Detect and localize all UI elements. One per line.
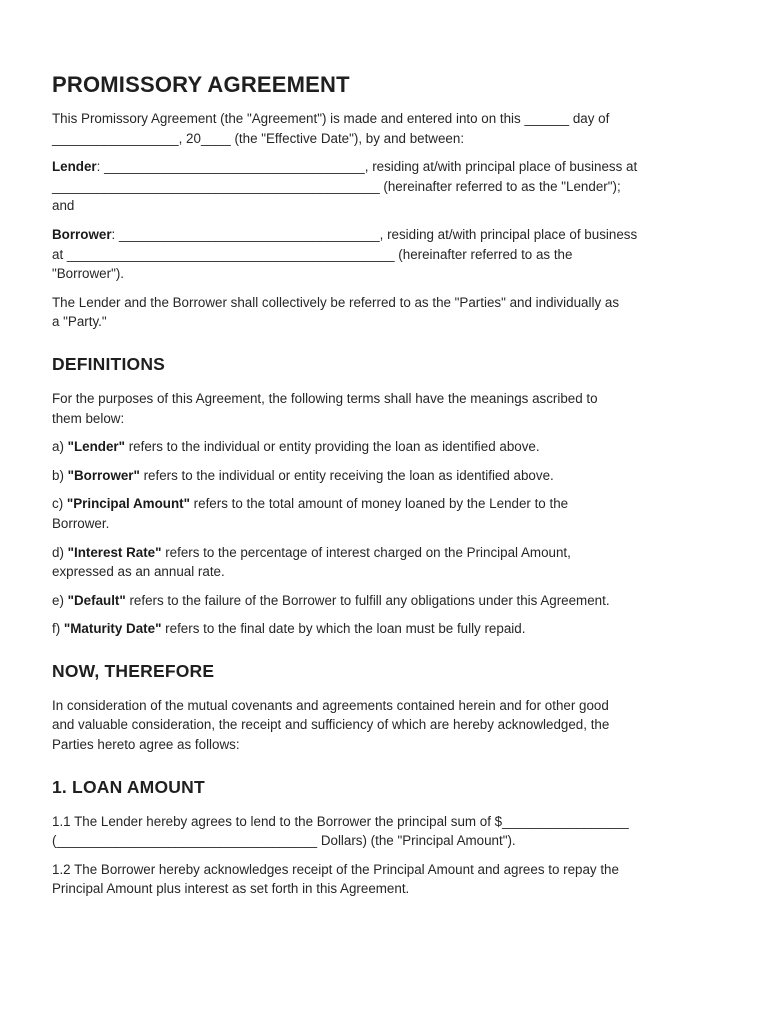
definition-term: "Principal Amount" bbox=[66, 496, 190, 512]
definition-text: refers to the failure of the Borrower to fulfill any obligations under this Agreement. bbox=[125, 592, 610, 608]
lender-line-2: ____________________________________________ (hereinafter referred to as the "Lender"); bbox=[52, 178, 621, 194]
definition-term: "Default" bbox=[67, 592, 126, 608]
lender-label: Lender bbox=[52, 159, 97, 175]
intro-paragraph bbox=[52, 109, 718, 148]
now-therefore-heading: NOW, THEREFORE bbox=[52, 660, 215, 681]
definition-term: "Lender" bbox=[67, 439, 125, 455]
loan-amount-heading: 1. LOAN AMOUNT bbox=[52, 776, 205, 797]
borrower-line-2: at ____________________________________________ (hereinafter referred to as the bbox=[52, 246, 573, 262]
definition-text: refers to the individual or entity receiving the loan as identified above. bbox=[139, 467, 554, 483]
parties-line-2: a "Party." bbox=[52, 314, 107, 330]
definition-prefix: f) bbox=[52, 621, 64, 637]
definitions-intro bbox=[52, 389, 718, 428]
parties-paragraph bbox=[52, 293, 718, 332]
definition-prefix: a) bbox=[52, 439, 68, 455]
definition-term: "Borrower" bbox=[67, 467, 140, 483]
borrower-paragraph bbox=[52, 225, 718, 284]
definition-item bbox=[52, 494, 718, 533]
consideration-line-2: and valuable consideration, the receipt and sufficiency of which are hereby acknowledged, the bbox=[52, 717, 610, 733]
definitions-intro-line-1: For the purposes of this Agreement, the following terms shall have the meanings ascribed to bbox=[52, 390, 598, 406]
clause-1-2-line-2: Principal Amount plus interest as set forth in this Agreement. bbox=[52, 881, 410, 897]
consideration-paragraph bbox=[52, 696, 718, 755]
definition-text: refers to the percentage of interest charged on the Principal Amount, bbox=[161, 544, 571, 560]
definition-text: refers to the total amount of money loaned by the Lender to the bbox=[189, 496, 569, 512]
definition-item bbox=[52, 437, 718, 457]
intro-line-2: _________________, 20____ (the "Effective Date"), by and between: bbox=[52, 130, 465, 146]
definition-prefix: e) bbox=[52, 592, 68, 608]
lender-line-1: : ___________________________________, residing at/with principal place of business at bbox=[96, 159, 638, 175]
consideration-line-1: In consideration of the mutual covenants and agreements contained herein and for other good bbox=[52, 697, 609, 713]
clause-1-1-line-1: 1.1 The Lender hereby agrees to lend to the Borrower the principal sum of $_________________ bbox=[52, 813, 629, 829]
definition-term: "Maturity Date" bbox=[63, 621, 162, 637]
definitions-heading: DEFINITIONS bbox=[52, 353, 166, 374]
intro-line-1: This Promissory Agreement (the "Agreement") is made and entered into on this ______ day of bbox=[52, 111, 610, 126]
lender-paragraph bbox=[52, 157, 718, 216]
borrower-line-1: : ___________________________________, residing at/with principal place of business bbox=[111, 226, 638, 242]
clause-1-1 bbox=[52, 812, 718, 851]
definitions-intro-line-2: them below: bbox=[52, 410, 125, 426]
definition-prefix: d) bbox=[52, 544, 68, 560]
definition-text-cont: Borrower. bbox=[52, 515, 110, 531]
definition-prefix: c) bbox=[52, 496, 67, 512]
document-title: PROMISSORY AGREEMENT bbox=[52, 72, 350, 97]
borrower-line-3: "Borrower"). bbox=[52, 266, 125, 282]
definition-term: "Interest Rate" bbox=[67, 544, 162, 560]
definition-text-cont: expressed as an annual rate. bbox=[52, 564, 225, 580]
definition-item bbox=[52, 619, 718, 639]
clause-1-2 bbox=[52, 860, 718, 899]
definition-item bbox=[52, 543, 718, 582]
definition-text: refers to the final date by which the loan must be fully repaid. bbox=[161, 621, 526, 637]
consideration-line-3: Parties hereto agree as follows: bbox=[52, 737, 240, 753]
clause-1-1-line-2: (___________________________________ Dollars) (the "Principal Amount"). bbox=[52, 833, 516, 849]
definition-item bbox=[52, 466, 718, 486]
definition-text: refers to the individual or entity providing the loan as identified above. bbox=[124, 439, 540, 455]
definition-item bbox=[52, 591, 718, 611]
borrower-label: Borrower bbox=[52, 226, 112, 242]
parties-line-1: The Lender and the Borrower shall collectively be referred to as the "Parties" and individually as bbox=[52, 294, 620, 310]
clause-1-2-line-1: 1.2 The Borrower hereby acknowledges receipt of the Principal Amount and agrees to repay the bbox=[52, 861, 619, 877]
definition-prefix: b) bbox=[52, 467, 68, 483]
lender-line-3: and bbox=[52, 198, 75, 214]
